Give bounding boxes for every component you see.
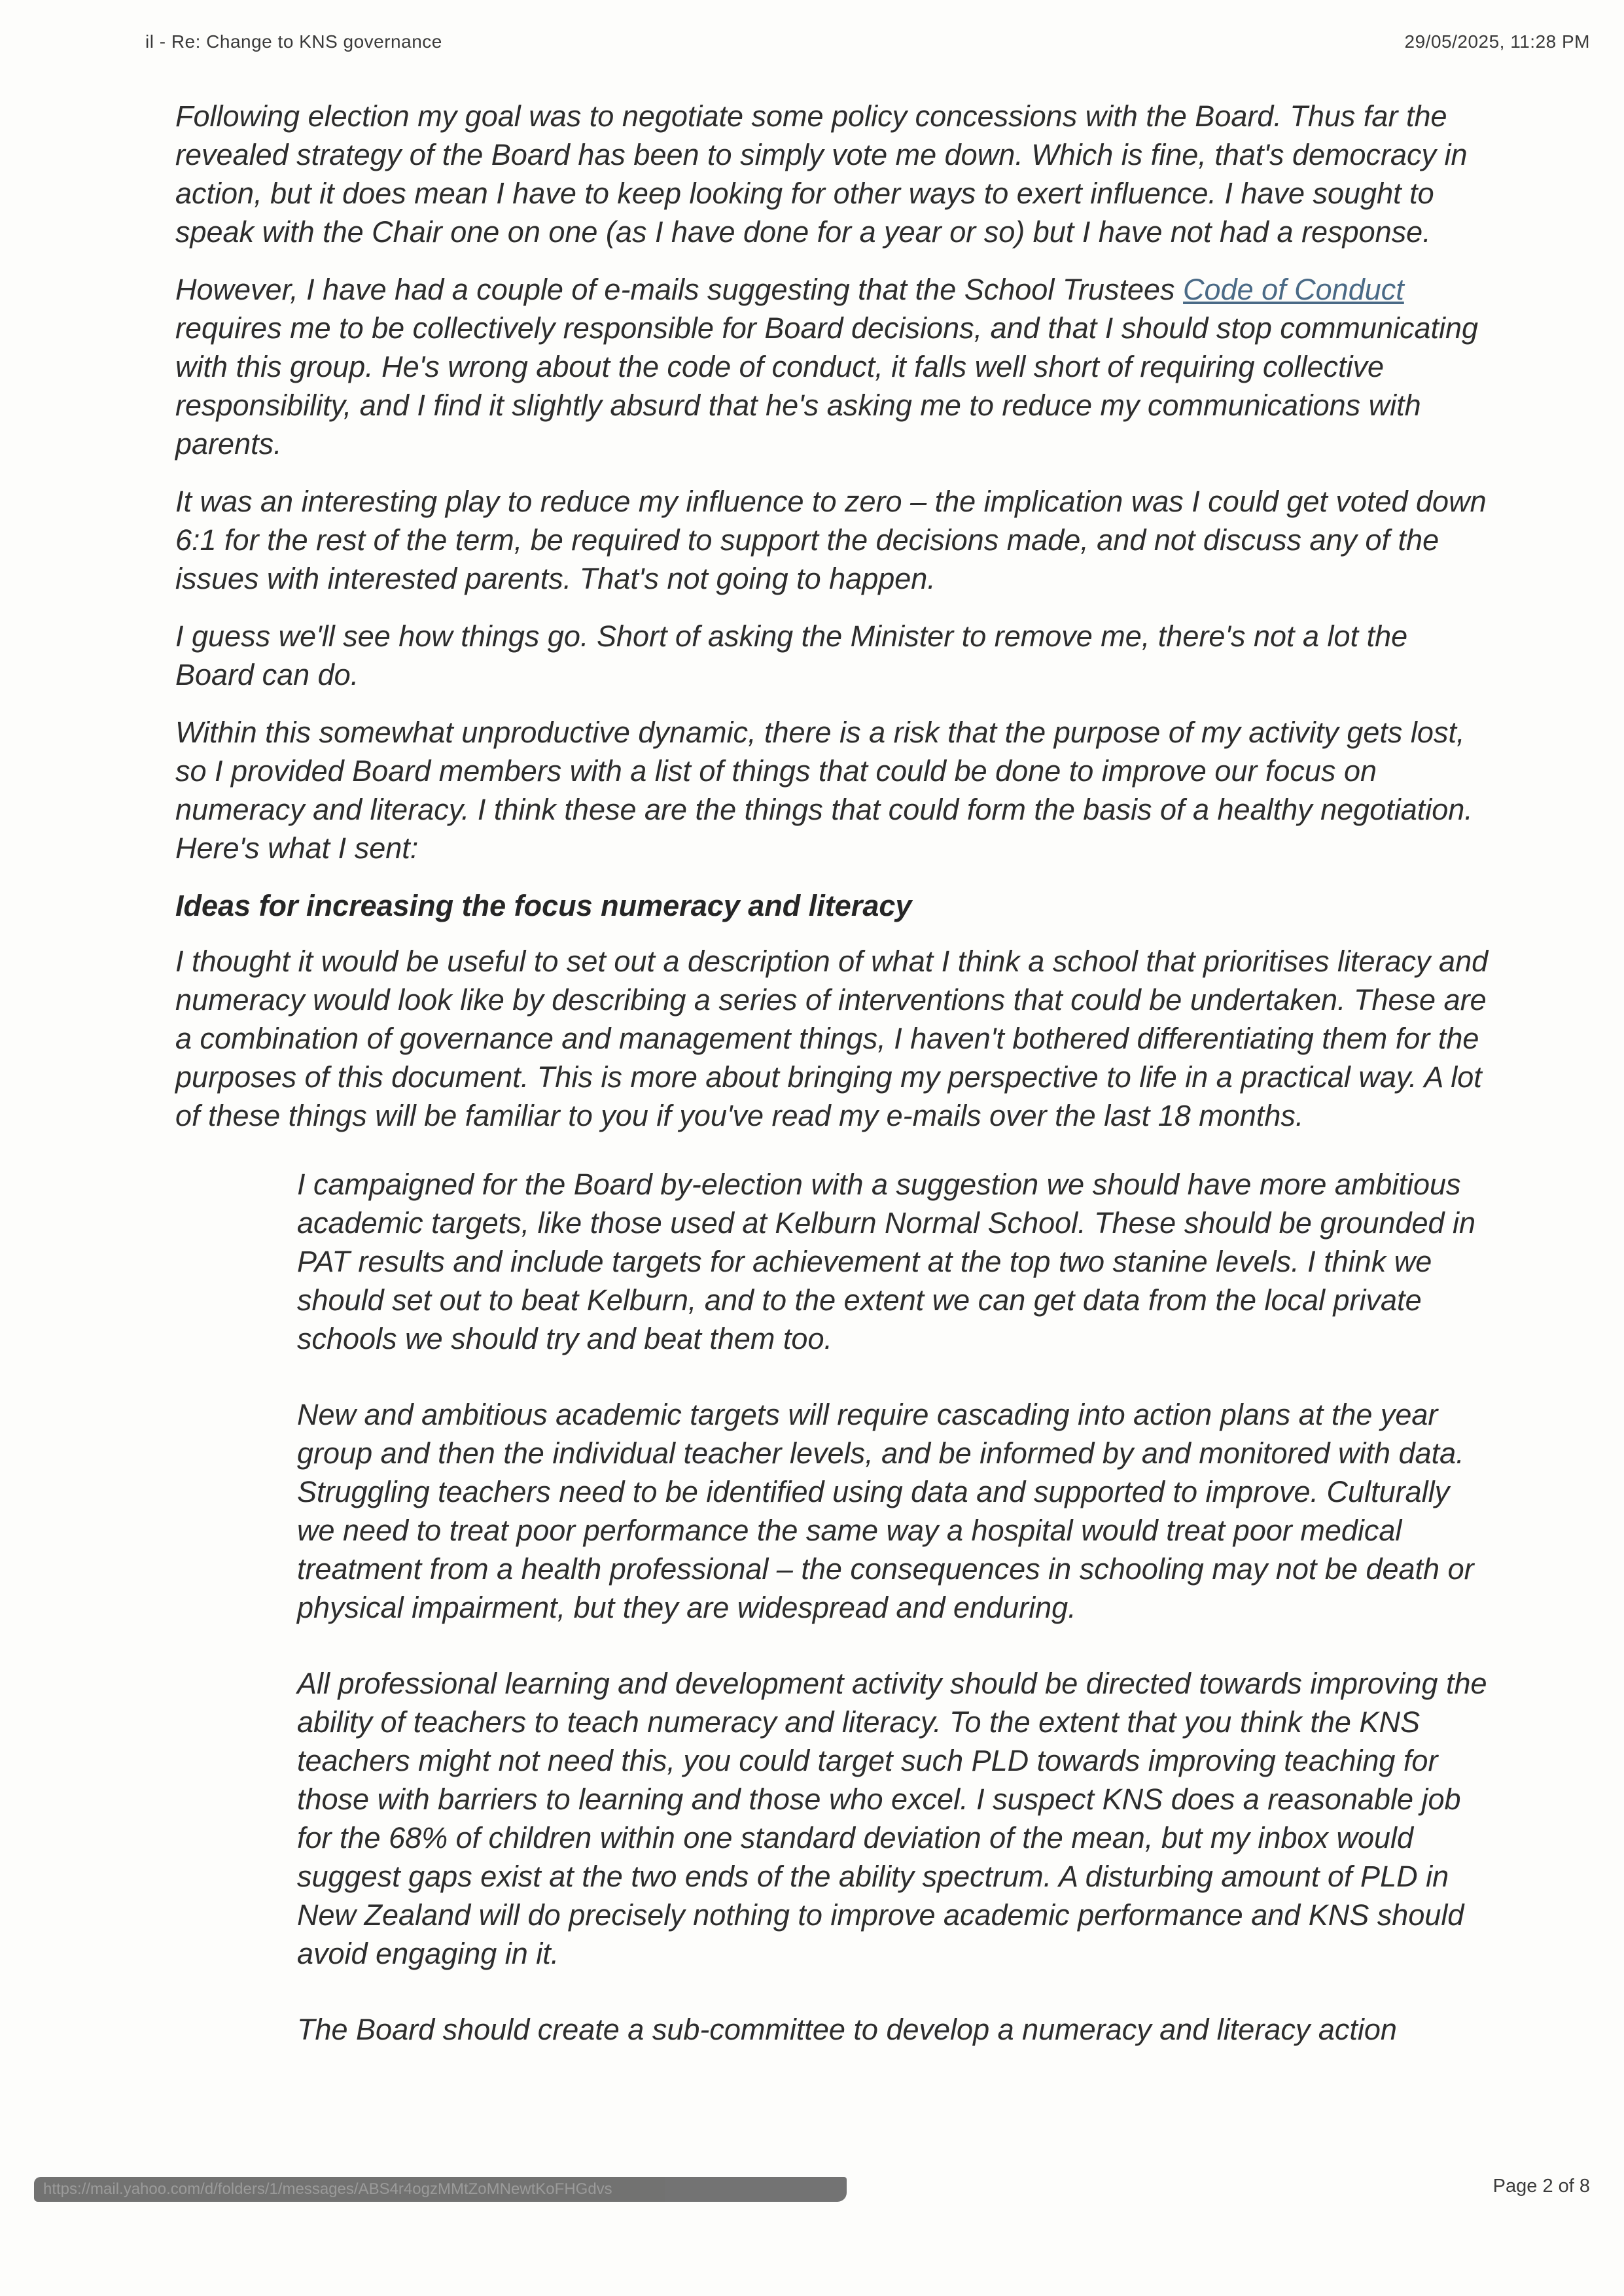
print-timestamp: 29/05/2025, 11:28 PM bbox=[1404, 31, 1590, 52]
paragraph-election-goal: Following election my goal was to negotiate some policy concessions with the Board. Thus far the revealed strategy of the Board has been to simply vote me down. Which is fine, that's democracy in action, but it does mean I have to keep looking for other ways to exert influence. I have sought to speak with the Chair one on one (as I have done for a year or so) but I have not had a response. bbox=[175, 99, 1468, 249]
quote-action-plans: New and ambitious academic targets will require cascading into action plans at the year group and then the individual teacher levels, and be informed by and monitored with data. Struggling teachers need to be identified using data and supported to improve. Culturally we need to treat poor performance the same way a hospital would treat poor medical treatment from a health professional – the consequences in schooling may not be death or physical impairment, but they are widespread and enduring. bbox=[297, 1398, 1474, 1624]
paragraph-code-of-conduct bbox=[175, 270, 1491, 463]
section-heading: Ideas for increasing the focus numeracy and literacy bbox=[175, 889, 912, 922]
paragraph-dynamic: Within this somewhat unproductive dynamic, there is a risk that the purpose of my activity gets lost, so I provided Board members with a list of things that could be done to improve our focus on numeracy and literacy. I think these are the things that could form the basis of a healthy negotiation. Here's what I sent: bbox=[175, 716, 1473, 865]
quote-sub-committee: The Board should create a sub-committee to develop a numeracy and literacy action bbox=[297, 2013, 1397, 2046]
email-subject-header: il - Re: Change to KNS governance bbox=[145, 31, 442, 52]
page-number: Page 2 of 8 bbox=[1492, 2176, 1590, 2197]
quote-pld: All professional learning and development activity should be directed towards improving the ability of teachers to teach numeracy and literacy. To the extent that you think the KNS teachers might not need this, you could target such PLD towards improving teaching for those with barriers to learning and those who excel. I suspect KNS does a reasonable job for the 68% of children within one standard deviation of the mean, but my inbox would suggest gaps exist at the two ends of the ability spectrum. A disturbing amount of PLD in New Zealand will do precisely nothing to improve academic performance and KNS should avoid engaging in it. bbox=[297, 1667, 1487, 1970]
code-of-conduct-link[interactable]: Code of Conduct bbox=[1183, 273, 1404, 306]
paragraph-minister: I guess we'll see how things go. Short of asking the Minister to remove me, there's not a lot the Board can do. bbox=[175, 619, 1408, 691]
paragraph-code-of-conduct-text-2: requires me to be collectively responsible for Board decisions, and that I should stop communicating with this group. He's wrong about the code of conduct, it falls well short of requiring collective responsibility, and I find it slightly absurd that he's asking me to reduce my communications with parents. bbox=[175, 311, 1479, 461]
email-body bbox=[175, 97, 1491, 2049]
paragraph-description: I thought it would be useful to set out a description of what I think a school that prioritises literacy and numeracy would look like by describing a series of interventions that could be undertaken. These are a combination of governance and management things, I haven't bothered differentiating them for the purposes of this document. This is more about bringing my perspective to life in a practical way. A lot of these things will be familiar to you if you've read my e-mails over the last 18 months. bbox=[175, 945, 1489, 1132]
paragraph-influence: It was an interesting play to reduce my influence to zero – the implication was I could get voted down 6:1 for the rest of the term, be required to support the decisions made, and not discuss any of the issues with interested parents. That's not going to happen. bbox=[175, 485, 1487, 595]
quote-targets: I campaigned for the Board by-election with a suggestion we should have more ambitious academic targets, like those used at Kelburn Normal School. These should be grounded in PAT results and include targets for achievement at the top two stanine levels. I think we should set out to beat Kelburn, and to the extent we can get data from the local private schools we should try and beat them too. bbox=[297, 1168, 1476, 1355]
paragraph-code-of-conduct-text-1: However, I have had a couple of e-mails suggesting that the School Trustees bbox=[175, 273, 1184, 306]
redacted-url: https://mail.yahoo.com/d/folders/1/messages/ABS4r4ogzMMtZoMNewtKoFHGdvs bbox=[34, 2177, 847, 2202]
